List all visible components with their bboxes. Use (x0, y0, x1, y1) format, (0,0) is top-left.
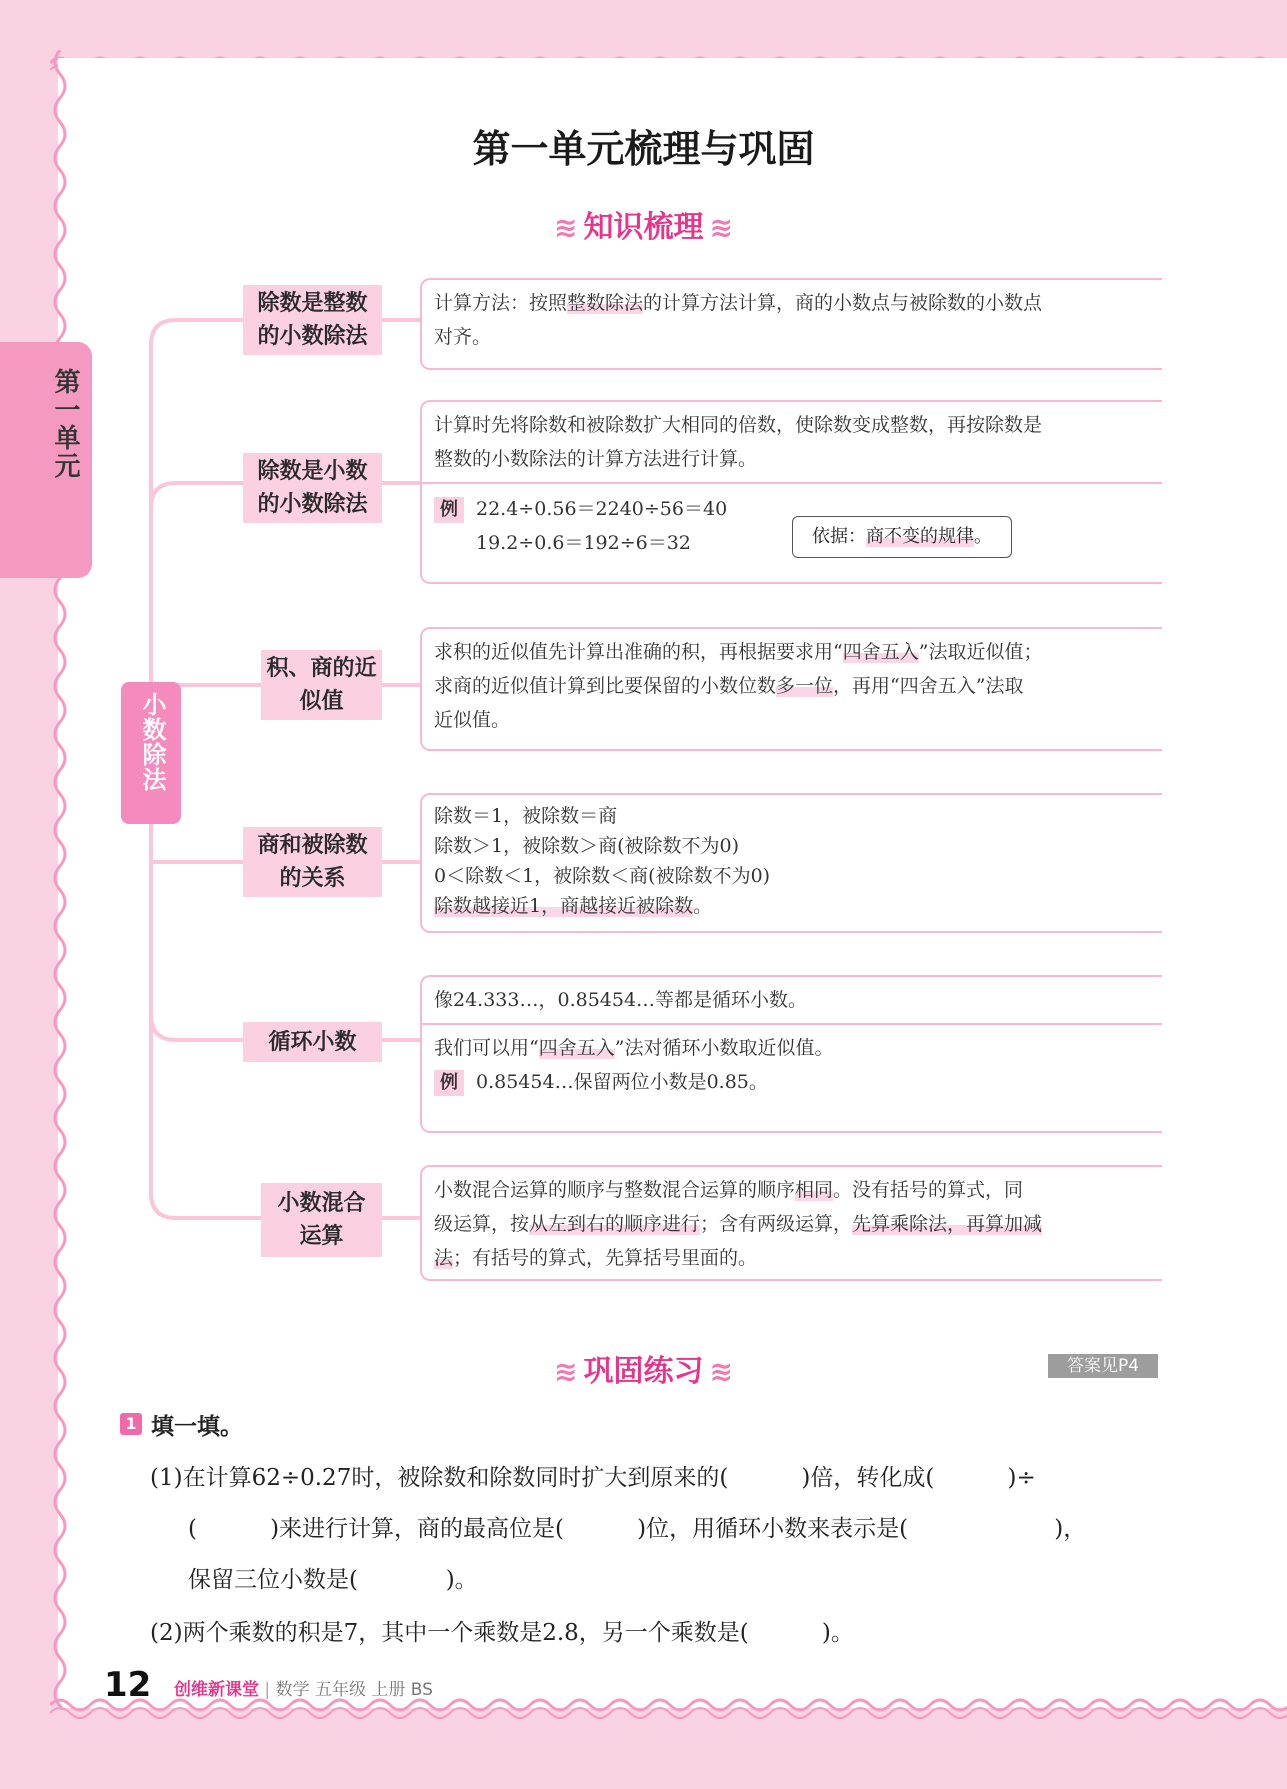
note-box-mixed-operations (420, 1165, 1162, 1281)
note-text: 。 (693, 895, 713, 917)
note-text: 我们可以用“ (434, 1037, 539, 1059)
note-text: ，再用“四舍五入”法取 (833, 675, 1024, 697)
note-line: 计算时先将除数和被除数扩大相同的倍数，使除数变成整数，再按除数是 (434, 414, 1043, 436)
highlight-text: 整数除法 (567, 292, 644, 314)
question-line-2: ( )来进行计算，商的最高位是( )位，用循环小数来表示是( )， (188, 1516, 1087, 1542)
footer-subject: 数学 五年级 上册 BS (275, 1680, 433, 1700)
basis-text: 依据： (812, 526, 866, 547)
unit-side-tab-label: 第一单元 (50, 368, 80, 480)
question-line-1: (1)在计算62÷0.27时，被除数和除数同时扩大到原来的( )倍，转化成( )÷ (150, 1465, 1036, 1491)
note-text: 的计算方法计算，商的小数点与被除数的小数点 (643, 292, 1043, 314)
wave-ornament-icon: ≋ (709, 1355, 733, 1388)
note-line (434, 286, 1150, 320)
note-box-recurring-decimal (420, 975, 1162, 1133)
note-line (434, 1241, 1150, 1275)
note-line (434, 1173, 1150, 1207)
example-line (434, 1065, 1150, 1099)
example-text: 22.4÷0.56＝2240÷56＝40 (476, 498, 728, 520)
highlight-text: 从左到右的顺序进行 (529, 1213, 701, 1235)
page-number: 12 (104, 1665, 152, 1705)
wave-ornament-icon: ≋ (554, 1355, 578, 1388)
note-text: 小数混合运算的顺序与整数混合运算的顺序 (434, 1179, 796, 1201)
note-line: 除数＝1，被除数＝商 (434, 805, 618, 827)
example-tag: 例 (434, 1070, 464, 1096)
branch-approximation: 积、商的近 似值 (261, 650, 382, 720)
example-line: 19.2÷0.6＝192÷6＝32 (476, 532, 691, 554)
highlight-text: 先算乘除法，再算加减 (852, 1213, 1043, 1235)
note-line: 像24.333…，0.85454…等都是循环小数。 (434, 989, 808, 1011)
highlight-text: 多一位 (776, 675, 834, 697)
note-line: 整数的小数除法的计算方法进行计算。 (434, 448, 758, 470)
note-line: 对齐。 (434, 326, 492, 348)
wavy-border-left (48, 50, 78, 1710)
footer-separator: | (259, 1680, 276, 1700)
knowledge-heading-text: 知识梳理 (583, 210, 704, 245)
question-line-4: (2)两个乘数的积是7，其中一个乘数是2.8，另一个乘数是( )。 (150, 1620, 854, 1646)
note-box-decimal-divisor (420, 400, 1162, 584)
note-box-integer-divisor (420, 278, 1162, 370)
practice-heading-text: 巩固练习 (583, 1354, 704, 1389)
example-text: 0.85454…保留两位小数是0.85。 (476, 1071, 768, 1093)
highlight-text: 相同 (795, 1179, 834, 1201)
note-text: 求积的近似值先计算出准确的积，再根据要求用“ (434, 641, 843, 663)
note-line: 除数＞1，被除数＞商(被除数不为0) (434, 835, 740, 857)
branch-mixed-operations: 小数混合 运算 (261, 1183, 382, 1257)
note-text: 。没有括号的算式，同 (833, 1179, 1024, 1201)
page-title: 第一单元梳理与巩固 (472, 127, 815, 171)
note-text: 计算方法：按照 (434, 292, 568, 314)
wave-ornament-icon: ≋ (554, 211, 578, 244)
note-line (434, 1031, 1150, 1065)
note-text: 求商的近似值计算到比要保留的小数位数 (434, 675, 777, 697)
footer-info (174, 1675, 433, 1700)
highlight-text: 商不变的规律 (866, 526, 974, 547)
highlight-text: 法 (434, 1247, 454, 1269)
highlight-text: 四舍五入 (842, 641, 919, 663)
note-line (434, 891, 1150, 921)
note-line (434, 1207, 1150, 1241)
note-text: ”法取近似值； (918, 641, 1043, 663)
note-line (434, 635, 1150, 669)
note-line (434, 669, 1150, 703)
basis-callout (792, 516, 1012, 558)
note-line: 0＜除数＜1，被除数＜商(被除数不为0) (434, 865, 771, 887)
branch-quotient-relation: 商和被除数 的关系 (243, 827, 382, 897)
knowledge-heading (0, 202, 1287, 246)
highlight-text: 四舍五入 (538, 1037, 615, 1059)
answer-reference-badge: 答案见P4 (1048, 1354, 1158, 1378)
center-node-label: 小数除法 (138, 692, 166, 792)
note-text: ”法对循环小数取近似值。 (614, 1037, 834, 1059)
question-number-badge: 1 (120, 1413, 142, 1435)
note-text: ；有括号的算式，先算括号里面的。 (453, 1247, 758, 1269)
note-line: 近似值。 (434, 709, 511, 731)
branch-recurring-decimal: 循环小数 (243, 1022, 382, 1062)
note-box-approximation (420, 627, 1162, 751)
note-text: 级运算，按 (434, 1213, 530, 1235)
question-line-3: 保留三位小数是( )。 (188, 1567, 478, 1593)
highlight-text: 除数越接近1，商越接近被除数 (434, 895, 694, 917)
footer-brand: 创维新课堂 (174, 1680, 259, 1700)
note-text: ；含有两级运算， (700, 1213, 853, 1235)
wave-ornament-icon: ≋ (709, 211, 733, 244)
question-title: 填一填。 (151, 1414, 243, 1440)
note-box-quotient-relation (420, 793, 1162, 933)
example-tag: 例 (434, 497, 464, 523)
basis-text: 。 (974, 526, 992, 547)
branch-decimal-divisor: 除数是小数 的小数除法 (243, 453, 382, 523)
branch-integer-divisor: 除数是整数 的小数除法 (243, 285, 382, 355)
